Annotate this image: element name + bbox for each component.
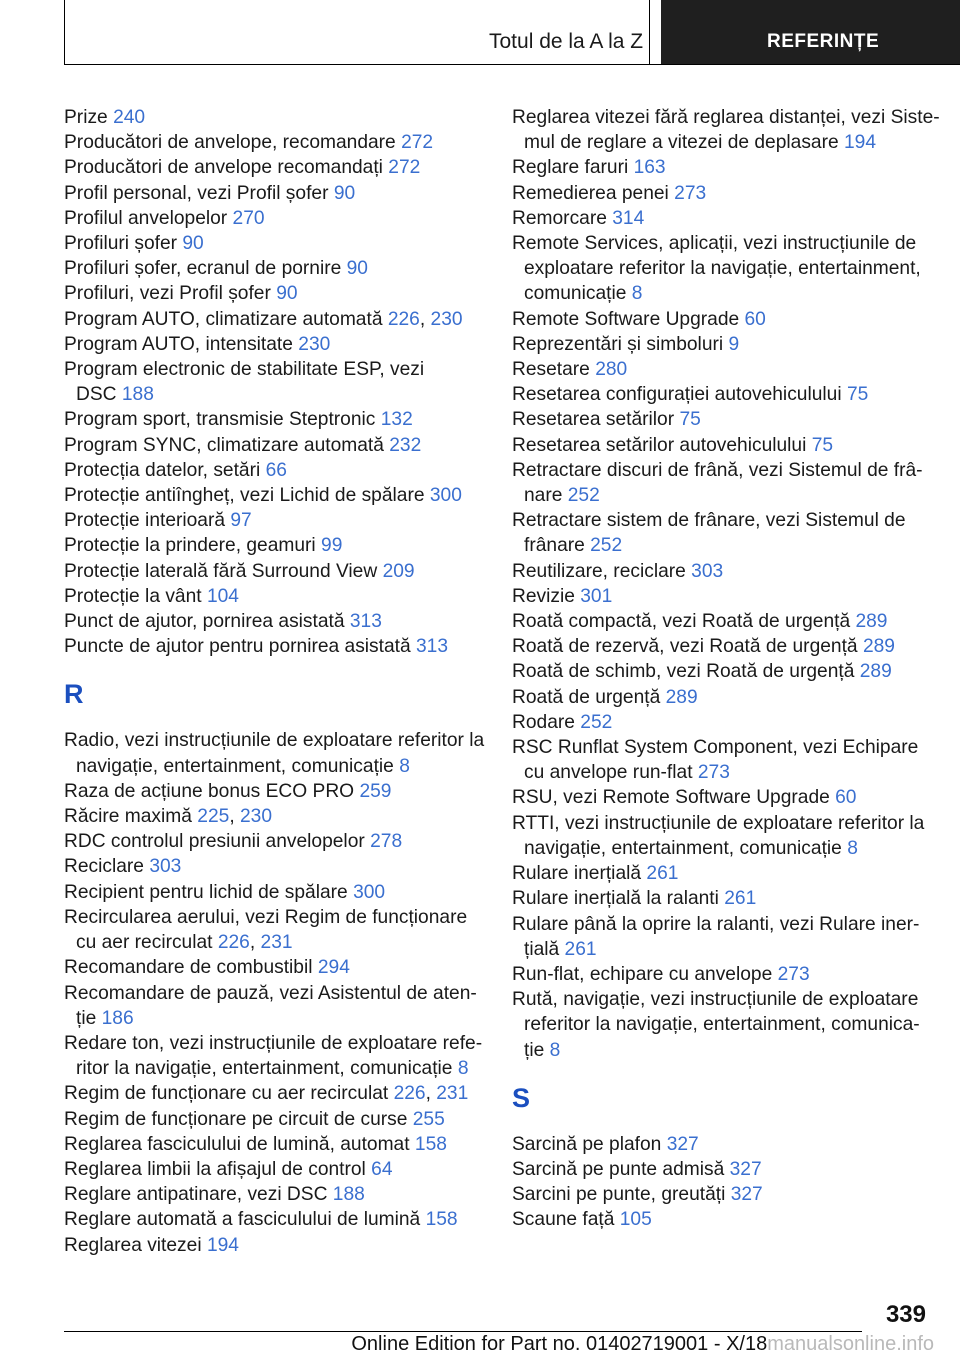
entry-text: comunicație xyxy=(524,283,627,305)
page-ref-link[interactable]: 240 xyxy=(113,107,146,128)
page-ref-link[interactable]: 104 xyxy=(206,585,239,607)
page-ref-link[interactable]: 280 xyxy=(595,359,628,381)
index-entry xyxy=(64,483,484,508)
entry-text: Recomandare de combustibil xyxy=(64,957,313,979)
page-ref-link[interactable]: 97 xyxy=(230,510,252,532)
page-ref-link[interactable]: 90 xyxy=(182,233,204,255)
entry-text: Protecție la prindere, geamuri xyxy=(64,535,316,557)
entry-text: Protecție antiîngheț, vezi Lichid de spălare xyxy=(64,485,425,507)
entry-text: Rulare inerțială xyxy=(512,863,642,885)
page-ref-link[interactable]: 75 xyxy=(811,434,834,456)
entry-text: ție xyxy=(524,1039,545,1061)
entry-text: Resetare xyxy=(512,359,590,381)
page-ref-link[interactable]: 226 xyxy=(217,932,250,954)
index-entry xyxy=(64,357,484,407)
page-ref-link[interactable]: 188 xyxy=(121,384,154,406)
entry-text: Reglarea vitezei xyxy=(64,1234,202,1256)
page-ref-link[interactable]: 209 xyxy=(382,560,415,582)
page-ref-link[interactable]: 270 xyxy=(232,207,265,229)
index-entry xyxy=(64,829,484,854)
entry-text: Scaune față xyxy=(512,1209,615,1231)
page-ref-link[interactable]: 303 xyxy=(691,560,724,582)
index-entry xyxy=(64,105,484,130)
page-ref-link[interactable]: 300 xyxy=(429,485,462,507)
entry-text: Sarcină pe plafon xyxy=(512,1133,662,1155)
index-column-right xyxy=(512,105,940,1233)
page-ref-link[interactable]: 158 xyxy=(414,1133,447,1155)
footer-text: Online Edition for Part no. 01402719001 - X/18 xyxy=(351,1333,768,1355)
index-entry xyxy=(64,508,484,533)
entry-text: RTTI, vezi instrucțiunile de exploatare referitor la xyxy=(512,812,925,834)
index-entry xyxy=(512,785,932,810)
index-entry xyxy=(512,181,932,206)
page-ref-link[interactable]: 9 xyxy=(728,333,740,355)
index-entry xyxy=(512,584,932,609)
page-ref-link[interactable]: 261 xyxy=(724,888,757,910)
index-entry xyxy=(64,256,484,281)
index-entry xyxy=(512,1207,932,1232)
page-ref-link[interactable]: 303 xyxy=(149,856,182,878)
page-ref-link[interactable]: 90 xyxy=(333,182,356,204)
index-entry xyxy=(64,1107,484,1132)
header-section-label: REFERINȚE xyxy=(767,31,880,52)
page-number: 339 xyxy=(885,1301,926,1328)
entry-text: Remedierea penei xyxy=(512,182,669,204)
entry-text: Răcire maximă xyxy=(64,806,192,828)
entry-text: Resetarea setărilor autovehiculului xyxy=(512,434,807,456)
entry-text: Reglare antipatinare, vezi DSC xyxy=(64,1184,328,1206)
index-entry xyxy=(64,1233,484,1258)
entry-text: Program AUTO, intensitate xyxy=(64,333,293,355)
index-entry xyxy=(512,155,932,180)
page-ref-link[interactable]: 252 xyxy=(590,535,623,557)
entry-text: exploatare referitor la navigație, entertainment, xyxy=(524,258,921,280)
page-ref-link[interactable]: 132 xyxy=(380,409,413,431)
page-ref-link[interactable]: 8 xyxy=(399,755,410,777)
page-ref-link[interactable]: 272 xyxy=(401,132,434,154)
page-ref-link[interactable]: 194 xyxy=(206,1234,239,1256)
entry-text: Redare ton, vezi instrucțiunile de exploatare refe‐ xyxy=(64,1032,483,1054)
index-entry xyxy=(512,811,932,861)
entry-text: Radio, vezi instrucțiunile de exploatare referitor la xyxy=(64,730,485,752)
index-entry xyxy=(64,779,484,804)
page-header xyxy=(64,0,960,65)
index-entry xyxy=(64,231,484,256)
index-entry xyxy=(64,281,484,306)
index-entry xyxy=(512,382,932,407)
entry-text: Resetarea setărilor xyxy=(512,409,675,431)
index-entry xyxy=(64,634,484,659)
page-ref-link[interactable]: 163 xyxy=(633,157,666,179)
entry-text: Remorcare xyxy=(512,207,607,229)
entry-text: Resetarea configurației autovehiculului xyxy=(512,384,842,406)
entry-text: Sarcini pe punte, greutăți xyxy=(512,1184,726,1206)
entry-text: Sarcină pe punte admisă xyxy=(512,1158,725,1180)
entry-text: Recomandare de pauză, vezi Asistentul de aten‐ xyxy=(64,982,477,1004)
index-entry xyxy=(512,735,932,785)
entry-text: Profiluri, vezi Profil șofer xyxy=(64,283,271,305)
entry-text: cu anvelope run-flat xyxy=(524,762,693,784)
entry-text: Raza de acțiune bonus ECO PRO xyxy=(64,780,355,802)
page-ref-link[interactable]: 231 xyxy=(260,932,293,954)
entry-text: ție xyxy=(76,1007,97,1029)
entry-text: Remote Services, aplicații, vezi instrucțiunile de xyxy=(512,233,917,255)
page-ref-link[interactable]: 300 xyxy=(353,881,386,903)
entry-text: mul de reglare a vitezei de deplasare xyxy=(524,132,839,154)
entry-text: Roată de schimb, vezi Roată de urgență xyxy=(512,661,855,683)
page-ref-link[interactable]: 186 xyxy=(101,1007,134,1029)
entry-text: navigație, entertainment, comunicație xyxy=(76,755,394,777)
entry-text: Reglarea limbii la afișajul de control xyxy=(64,1158,366,1180)
entry-text: Producători de anvelope, recomandare xyxy=(64,132,396,154)
entry-text: Profiluri șofer xyxy=(64,233,178,255)
entry-text: Reglarea vitezei fără reglarea distanței, vezi Siste‐ xyxy=(512,107,940,128)
index-entry xyxy=(512,609,932,634)
page-ref-link[interactable]: 272 xyxy=(388,157,421,179)
index-entry xyxy=(64,1207,484,1232)
page-ref-link[interactable]: 8 xyxy=(631,283,643,305)
entry-text: Regim de funcționare pe circuit de curse xyxy=(64,1108,408,1130)
page-ref-link[interactable]: 259 xyxy=(359,780,392,802)
page-ref-link[interactable]: 327 xyxy=(729,1158,762,1180)
index-entry xyxy=(64,609,484,634)
section-letter: R xyxy=(64,679,84,710)
page-ref-link[interactable]: 313 xyxy=(349,611,382,633)
entry-text: Program sport, transmisie Steptronic xyxy=(64,409,376,431)
index-entry xyxy=(64,130,484,155)
entry-text: RDC controlul presiunii anvelopelor xyxy=(64,831,365,853)
page-ref-link[interactable]: 252 xyxy=(567,485,600,507)
index-entry xyxy=(512,886,932,911)
entry-text: țială xyxy=(524,938,560,960)
page-ref-link[interactable]: 314 xyxy=(612,207,645,229)
index-entry xyxy=(64,1182,484,1207)
page-ref-link[interactable]: 273 xyxy=(697,762,730,784)
index-entry xyxy=(64,433,484,458)
page-ref-link[interactable]: 289 xyxy=(665,686,698,708)
entry-text: Reglare automată a fasciculului de lumină xyxy=(64,1209,421,1231)
entry-text: Rulare inerțială la ralanti xyxy=(512,888,719,910)
entry-text: nare xyxy=(524,485,563,507)
entry-text: navigație, entertainment, comunicație xyxy=(524,837,842,859)
entry-text: Retractare discuri de frână, vezi Sistemul de frâ‐ xyxy=(512,459,923,481)
header-left-rule xyxy=(64,0,65,64)
entry-text: Puncte de ajutor pentru pornirea asistată xyxy=(64,636,411,658)
page-ref-link[interactable]: 261 xyxy=(564,938,597,960)
header-mid-rule xyxy=(649,0,650,64)
page-ref-link[interactable]: 226 xyxy=(387,308,420,330)
index-entry xyxy=(64,854,484,879)
page-ref-link[interactable]: 64 xyxy=(371,1158,393,1180)
entry-text: Roată compactă, vezi Roată de urgență xyxy=(512,611,851,633)
page-ref-link[interactable]: 327 xyxy=(666,1133,699,1155)
page-ref-link[interactable]: 8 xyxy=(847,837,858,859)
index-entry xyxy=(512,559,932,584)
header-title: Totul de la A la Z xyxy=(489,30,644,53)
index-entry xyxy=(64,955,484,980)
index-entry xyxy=(512,685,932,710)
entry-text: Profiluri șofer, ecranul de pornire xyxy=(64,258,342,280)
index-entry xyxy=(512,407,932,432)
entry-text: Reglarea fasciculului de lumină, automat xyxy=(64,1133,410,1155)
index-entry: Recircularea aerului, vezi Regim de funcționare cu aer recirculat 226, 231 xyxy=(64,906,468,954)
entry-text: Recircularea aerului, vezi Regim de funcționare xyxy=(64,906,468,928)
index-entry xyxy=(512,433,932,458)
index-entry xyxy=(512,987,932,1063)
entry-text: Profilul anvelopelor xyxy=(64,207,228,229)
index-entry xyxy=(512,634,932,659)
index-entry xyxy=(512,710,932,735)
entry-text: Protecție interioară xyxy=(64,510,226,532)
page-ref-link[interactable]: 252 xyxy=(580,711,613,733)
page-ref-link[interactable]: 66 xyxy=(265,459,287,481)
index-entry xyxy=(64,1031,484,1081)
index-entry xyxy=(64,559,484,584)
entry-text: RSC Runflat System Component, vezi Echipare xyxy=(512,737,919,759)
index-entry xyxy=(512,206,932,231)
entry-text: Regim de funcționare cu aer recirculat xyxy=(64,1083,389,1105)
index-entry xyxy=(512,357,932,382)
index-entry xyxy=(512,962,932,987)
entry-text: Rulare până la oprire la ralanti, vezi Rulare iner‐ xyxy=(512,913,920,935)
entry-text: Protecție la vânt xyxy=(64,585,202,607)
entry-text: frânare xyxy=(524,535,585,557)
page-ref-link[interactable]: 226 xyxy=(393,1083,426,1105)
index-entry xyxy=(512,1157,932,1182)
index-entry xyxy=(512,231,932,307)
entry-text: Protecție laterală fără Surround View xyxy=(64,560,378,582)
entry-text: Recipient pentru lichid de spălare xyxy=(64,881,348,903)
index-entry xyxy=(512,1182,932,1207)
entry-text: Program electronic de stabilitate ESP, vezi xyxy=(64,359,425,381)
page-ref-link[interactable]: 255 xyxy=(412,1108,445,1130)
index-column-left xyxy=(64,105,484,1258)
index-entry: Program AUTO, climatizare automată 226, 230 xyxy=(64,308,463,330)
page-ref-link[interactable]: 231 xyxy=(436,1083,469,1105)
page-ref-link[interactable]: 8 xyxy=(549,1039,561,1061)
index-entry xyxy=(64,1157,484,1182)
page-ref-link[interactable]: 289 xyxy=(859,661,892,683)
entry-text: DSC xyxy=(76,384,117,406)
index-entry xyxy=(64,206,484,231)
entry-text: Producători de anvelope recomandați xyxy=(64,157,383,179)
entry-text: cu aer recirculat xyxy=(76,932,213,954)
page-ref-link[interactable]: 99 xyxy=(321,535,343,557)
index-entry xyxy=(64,181,484,206)
entry-text: Program SYNC, climatizare automată xyxy=(64,434,384,456)
page-ref-link[interactable]: 158 xyxy=(425,1209,458,1231)
entry-text: Retractare sistem de frânare, vezi Sistemul de xyxy=(512,510,906,532)
page-ref-link[interactable]: 273 xyxy=(777,963,810,985)
page-ref-link[interactable]: 194 xyxy=(844,132,877,154)
index-entry xyxy=(64,584,484,609)
page-ref-link[interactable]: 327 xyxy=(730,1184,763,1206)
entry-text: Roată de rezervă, vezi Roată de urgență xyxy=(512,636,858,658)
page-ref-link[interactable]: 301 xyxy=(580,585,613,607)
entry-text: Rodare xyxy=(512,711,575,733)
index-entry xyxy=(64,155,484,180)
page-ref-link[interactable]: 230 xyxy=(430,308,463,330)
index-entry xyxy=(64,533,484,558)
footer xyxy=(351,1333,934,1356)
index-entry xyxy=(512,307,932,332)
entry-text: Run-flat, echipare cu anvelope xyxy=(512,963,773,985)
page-ref-link[interactable]: 75 xyxy=(846,384,869,406)
page-ref-link[interactable]: 60 xyxy=(835,787,857,809)
entry-text: Punct de ajutor, pornirea asistată xyxy=(64,611,345,633)
index-entry xyxy=(64,458,484,483)
entry-text: Revizie xyxy=(512,585,575,607)
entry-text: Reciclare xyxy=(64,856,144,878)
page-ref-link[interactable]: 289 xyxy=(862,636,895,658)
entry-text: Profil personal, vezi Profil șofer xyxy=(64,182,329,204)
page-ref-link[interactable]: 60 xyxy=(744,308,766,330)
index-entry xyxy=(64,332,484,357)
index-entry xyxy=(512,332,932,357)
page-ref-link[interactable]: 232 xyxy=(389,434,422,456)
entry-text: Rută, navigație, vezi instrucțiunile de exploatare xyxy=(512,989,919,1011)
page-ref-link[interactable]: 105 xyxy=(619,1209,652,1231)
entry-text: Prize xyxy=(64,107,108,128)
entry-text: Reutilizare, reciclare xyxy=(512,560,686,582)
index-entry xyxy=(512,659,932,684)
entry-text: Program AUTO, climatizare automată xyxy=(64,308,383,330)
index-entry xyxy=(64,728,484,778)
page-ref-link[interactable]: 230 xyxy=(239,806,272,828)
page-ref-link[interactable]: 225 xyxy=(197,806,230,828)
page-ref-link[interactable]: 289 xyxy=(855,611,888,633)
entry-text: referitor la navigație, entertainment, comunica‐ xyxy=(524,1014,920,1036)
entry-text: Protecția datelor, setări xyxy=(64,459,261,481)
section-letter: S xyxy=(512,1082,531,1113)
entry-text: Roată de urgență xyxy=(512,686,661,708)
page-ref-link[interactable]: 90 xyxy=(276,283,298,305)
page-ref-link[interactable]: 230 xyxy=(298,333,331,355)
index-entry xyxy=(512,508,932,558)
entry-text: Remote Software Upgrade xyxy=(512,308,740,330)
entry-text: RSU, vezi Remote Software Upgrade xyxy=(512,787,830,809)
index-entry xyxy=(64,981,484,1031)
page-ref-link[interactable]: 273 xyxy=(674,182,707,204)
page-ref-link[interactable]: 90 xyxy=(346,258,368,280)
page-ref-link[interactable]: 294 xyxy=(317,957,350,979)
page-ref-link[interactable]: 8 xyxy=(457,1058,469,1080)
page-ref-link[interactable]: 313 xyxy=(416,636,449,658)
footer-rule xyxy=(64,1331,862,1332)
index-entry xyxy=(64,1132,484,1157)
entry-text: Reglare faruri xyxy=(512,157,629,179)
page-ref-link[interactable]: 278 xyxy=(370,831,403,853)
index-entry xyxy=(64,880,484,905)
page-ref-link[interactable]: 261 xyxy=(646,863,679,885)
page-ref-link[interactable]: 75 xyxy=(679,409,701,431)
footer-watermark: manualsonline.info xyxy=(767,1333,934,1355)
index-entry: Răcire maximă 225, 230 xyxy=(64,806,272,828)
entry-text: ritor la navigație, entertainment, comunicație xyxy=(76,1058,453,1080)
index-entry xyxy=(512,861,932,886)
index-entry xyxy=(512,105,940,155)
index-entry xyxy=(512,912,932,962)
entry-text: Reprezentări și simboluri xyxy=(512,333,724,355)
index-entry xyxy=(64,407,484,432)
index-entry: Regim de funcționare cu aer recirculat 226, 231 xyxy=(64,1083,469,1105)
index-entry xyxy=(512,458,932,508)
index-entry xyxy=(512,1132,932,1157)
page-ref-link[interactable]: 188 xyxy=(332,1184,365,1206)
